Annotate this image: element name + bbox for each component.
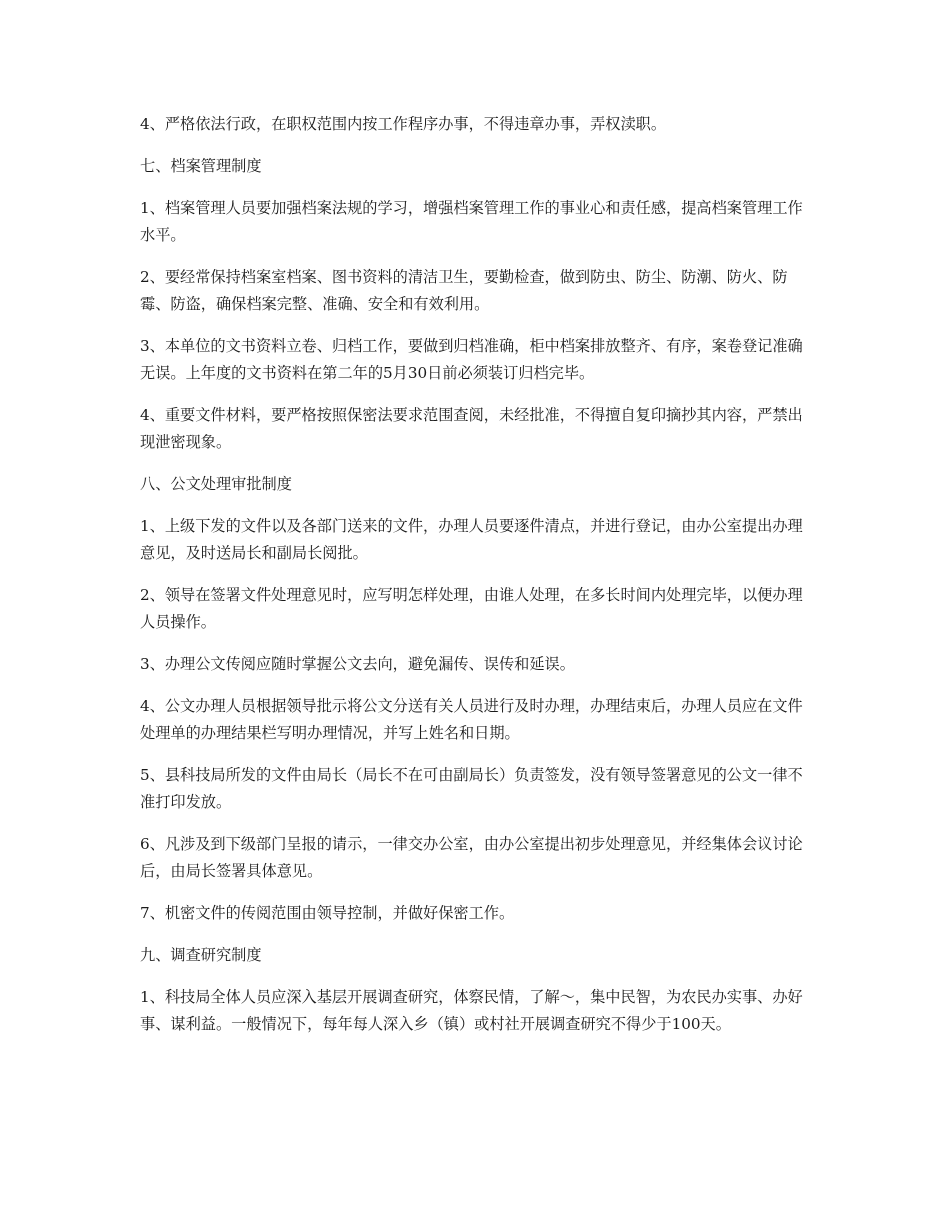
paragraph-approval-item-2: 2、领导在签署文件处理意见时，应写明怎样处理，由谁人处理，在多长时间内处理完毕，以便办理人员操作。 xyxy=(140,586,803,631)
section-heading-research: 九、调查研究制度 xyxy=(140,946,262,964)
paragraph-research-item-1: 1、科技局全体人员应深入基层开展调查研究，体察民情，了解～，集中民智，为农民办实事、办好事、谋利益。一般情况下，每年每人深入乡（镇）或村社开展调查研究不得少于100天。 xyxy=(140,988,803,1033)
paragraph-approval-item-4: 4、公文办理人员根据领导批示将公文分送有关人员进行及时办理，办理结束后，办理人员应在文件处理单的办理结果栏写明办理情况，并写上姓名和日期。 xyxy=(140,697,803,742)
document-page xyxy=(140,111,810,1053)
paragraph-approval-item-1: 1、上级下发的文件以及各部门送来的文件，办理人员要逐件清点，并进行登记，由办公室提出办理意见，及时送局长和副局长阅批。 xyxy=(140,517,803,562)
paragraph-approval-item-6: 6、凡涉及到下级部门呈报的请示，一律交办公室，由办公室提出初步处理意见，并经集体会议讨论后，由局长签署具体意见。 xyxy=(140,835,803,880)
paragraph-archive-item-1: 1、档案管理人员要加强档案法规的学习，增强档案管理工作的事业心和责任感，提高档案管理工作水平。 xyxy=(140,199,803,244)
paragraph-approval-item-5: 5、县科技局所发的文件由局长（局长不在可由副局长）负责签发，没有领导签署意见的公文一律不准打印发放。 xyxy=(140,766,803,811)
paragraph-approval-item-3: 3、办理公文传阅应随时掌握公文去向，避免漏传、误传和延误。 xyxy=(140,655,575,673)
paragraph-item-4-lawful-admin: 4、严格依法行政，在职权范围内按工作程序办事，不得违章办事，弄权渎职。 xyxy=(140,115,667,133)
paragraph-archive-item-3: 3、本单位的文书资料立卷、归档工作，要做到归档准确，柜中档案排放整齐、有序，案卷登记准确无误。上年度的文书资料在第二年的5月30日前必须装订归档完毕。 xyxy=(140,337,803,382)
section-heading-archive-management: 七、档案管理制度 xyxy=(140,157,262,175)
paragraph-approval-item-7: 7、机密文件的传阅范围由领导控制，并做好保密工作。 xyxy=(140,904,515,922)
paragraph-archive-item-2: 2、要经常保持档案室档案、图书资料的清洁卫生，要勤检查，做到防虫、防尘、防潮、防火、防霉、防盗，确保档案完整、准确、安全和有效利用。 xyxy=(140,268,788,313)
paragraph-archive-item-4: 4、重要文件材料，要严格按照保密法要求范围查阅，未经批准，不得擅自复印摘抄其内容，严禁出现泄密现象。 xyxy=(140,406,803,451)
section-heading-document-approval: 八、公文处理审批制度 xyxy=(140,475,292,493)
